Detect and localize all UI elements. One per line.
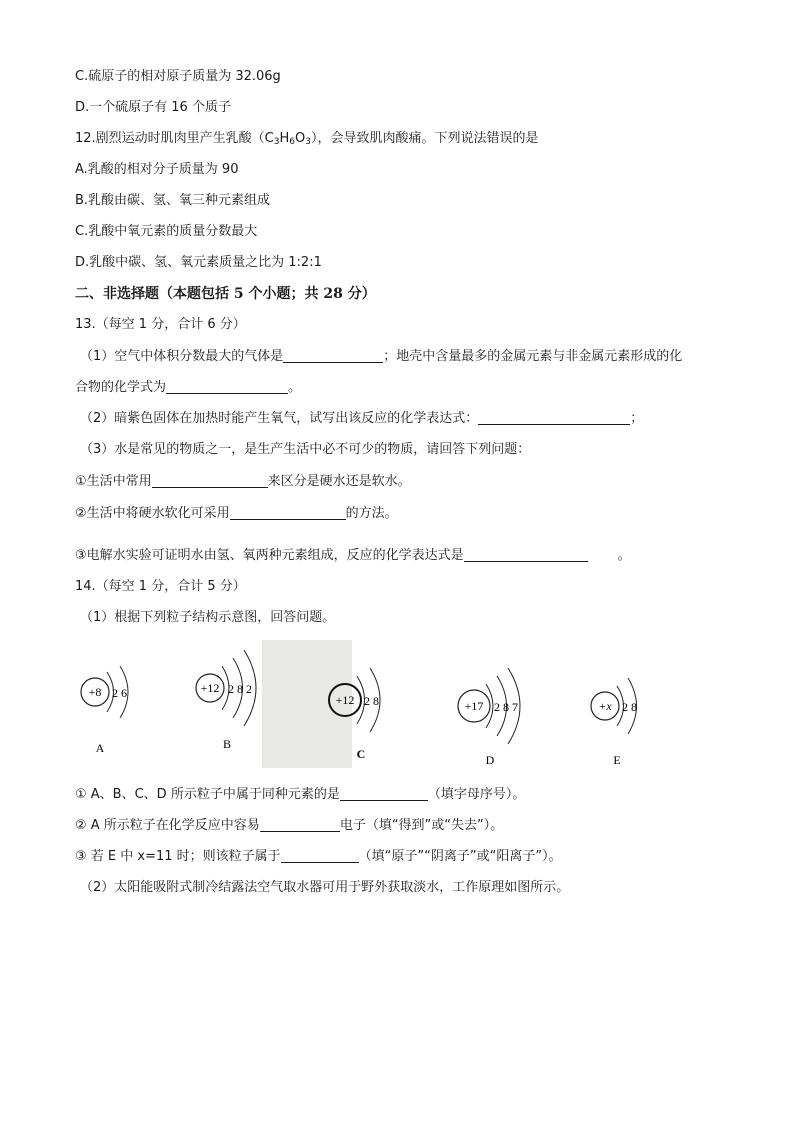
atom-e-shells: 2 8	[622, 700, 637, 714]
answer-blank[interactable]	[152, 473, 268, 488]
particle-structure-diagram	[70, 640, 710, 770]
q13-part3: （3）水是常见的物质之一，是生产生活中必不可少的物质，请回答下列问题：	[80, 442, 531, 457]
atom-c-label: C	[356, 747, 366, 761]
atom-a-label: A	[95, 741, 105, 755]
atom-c	[329, 668, 380, 761]
answer-blank[interactable]	[230, 505, 346, 520]
atom-d-nucleus: +17	[464, 699, 484, 713]
q12-stem: 12.剧烈运动时肌肉里产生乳酸$(C_3H_6O_3)$，会导致肌肉酸痛。下列说法错误的是	[75, 131, 539, 147]
atom-d-label: D	[485, 753, 495, 767]
q11-option-d: D.一个硫原子有 16 个质子	[75, 100, 231, 115]
q12-option-b: B.乳酸由碳、氢、氧三种元素组成	[75, 193, 271, 208]
answer-blank[interactable]	[464, 547, 588, 562]
q12-option-a: A.乳酸的相对分子质量为 90	[75, 162, 239, 177]
atom-a-nucleus: +8	[88, 685, 102, 699]
atom-c-shells: 2 8	[364, 694, 379, 708]
q13-head: 13.（每空 1 分，合计 6 分）	[75, 317, 246, 332]
section-title: 二、非选择题（本题包括 5 个小题；共 28 分）	[75, 286, 376, 302]
q11-option-c: C.硫原子的相对原子质量为 32.06g	[75, 69, 281, 84]
answer-blank[interactable]	[283, 348, 383, 363]
q12-option-c: C.乳酸中氧元素的质量分数最大	[75, 224, 258, 239]
q13-item3: ③电解水实验可证明水由氢、氧两种元素组成，反应的化学表达式是 。	[75, 548, 631, 563]
q12-option-d: D.乳酸中碳、氢、氧元素质量之比为 1:2:1	[75, 255, 322, 270]
atom-a-shells: 2 6	[112, 686, 127, 700]
answer-blank[interactable]	[340, 786, 428, 801]
atom-e-label: E	[613, 753, 621, 767]
atom-b	[196, 650, 256, 751]
q13-part2: （2）暗紫色固体在加热时能产生氧气，试写出该反应的化学表达式： ；	[80, 411, 644, 426]
atom-d-shells: 2 8 7	[494, 700, 518, 714]
q14-head: 14.（每空 1 分，合计 5 分）	[75, 579, 246, 594]
q14-sub2: ② A 所示粒子在化学反应中容易 电子（填“得到”或“失去”）。	[75, 818, 504, 833]
atom-b-nucleus: +12	[200, 681, 220, 695]
q13-item2: ②生活中将硬水软化可采用 的方法。	[75, 506, 398, 521]
atom-d	[458, 668, 520, 767]
q14-part1: （1）根据下列粒子结构示意图，回答问题。	[80, 610, 336, 625]
atom-b-label: B	[222, 737, 232, 751]
q14-part2: （2）太阳能吸附式制冷结露法空气取水器可用于野外获取淡水，工作原理如图所示。	[80, 880, 570, 895]
q14-sub3: ③ 若 E 中 x=11 时；则该粒子属于 （填“原子”“阴离子”或“阳离子”）。	[75, 849, 562, 864]
q13-item1: ①生活中常用 来区分是硬水还是软水。	[75, 474, 411, 489]
q14-sub1: ① A、B、C、D 所示粒子中属于同种元素的是 （填字母序号）。	[75, 787, 526, 802]
atom-b-shells: 2 8 2	[228, 682, 252, 696]
atom-c-nucleus: +12	[335, 693, 355, 707]
atom-e-nucleus: +x	[598, 699, 612, 713]
answer-blank[interactable]	[166, 379, 288, 394]
atom-a	[81, 666, 128, 755]
q13-part1-cont: 合物的化学式为 。	[75, 380, 302, 395]
answer-blank[interactable]	[281, 848, 359, 863]
q13-part1: （1）空气中体积分数最大的气体是 ；地壳中含量最多的金属元素与非金属元素形成的化	[80, 349, 683, 364]
answer-blank[interactable]	[478, 410, 630, 425]
atom-e	[591, 678, 637, 767]
answer-blank[interactable]	[260, 817, 340, 832]
